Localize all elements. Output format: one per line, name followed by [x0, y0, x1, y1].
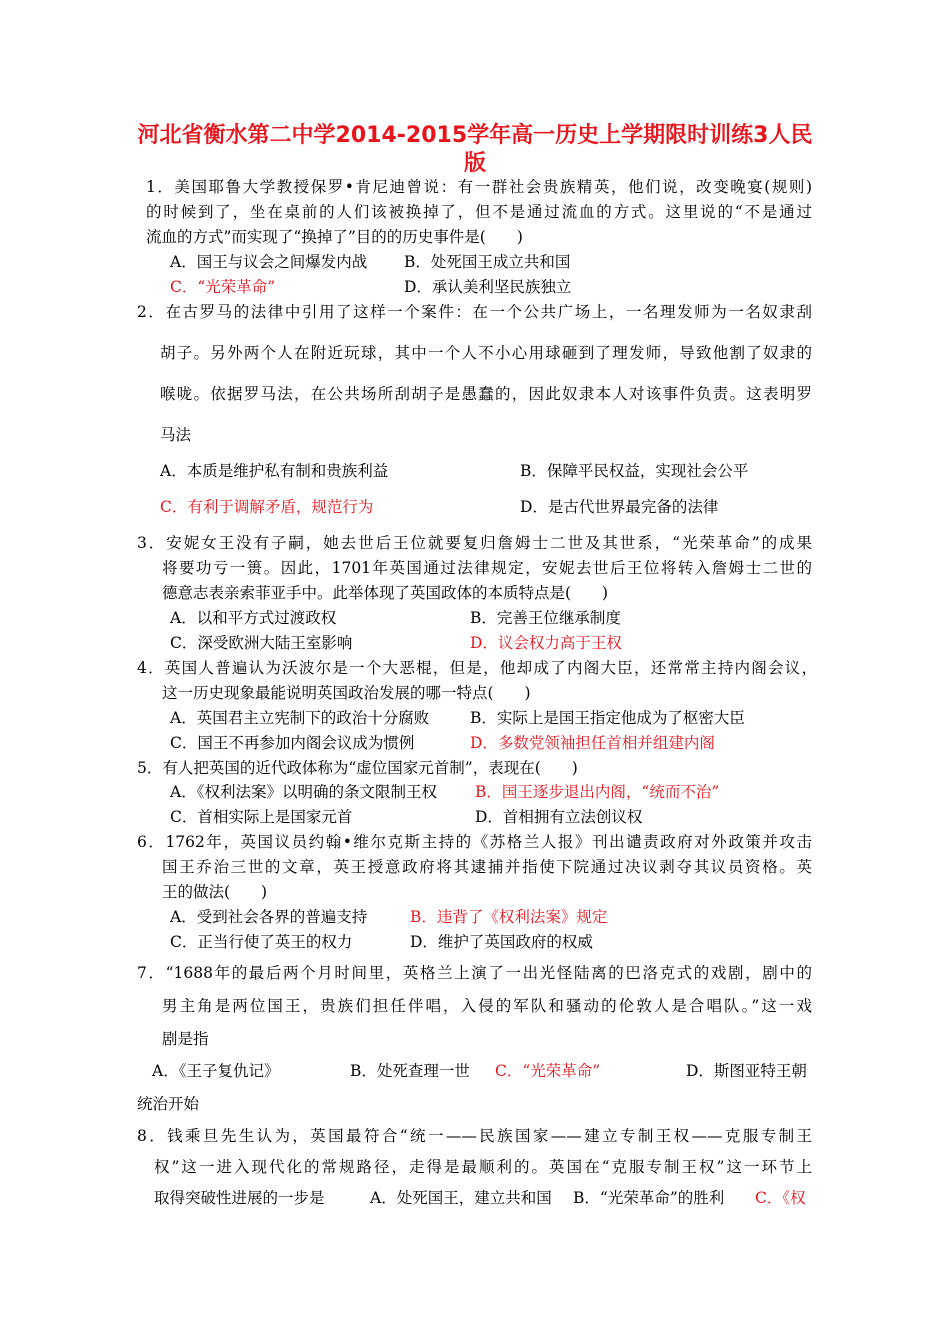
- q5-option-b-answer: B．国王逐步退出内阁，“统而不治”: [475, 783, 720, 801]
- q6-stem-line-1: 6．1762年，英国议员约翰•维尔克斯主持的《苏格兰人报》刊出谴责政府对外政策并攻击: [137, 833, 812, 851]
- q1-option-c-answer: C．“光荣革命”: [170, 278, 276, 296]
- q2-stem-line-3: 喉咙。依据罗马法，在公共场所刮胡子是愚蠢的，因此奴隶本人对该事件负责。这表明罗: [160, 385, 812, 403]
- q3-stem-line-1: 3．安妮女王没有子嗣，她去世后王位就要复归詹姆士二世及其世系，“光荣革命”的成果: [137, 534, 812, 552]
- title-line-2: 版: [463, 151, 486, 176]
- q6-option-b-answer: B．违背了《权利法案》规定: [410, 908, 608, 926]
- q6-option-c: C．正当行使了英王的权力: [170, 933, 353, 951]
- q7-stem-line-2: 男主角是两位国王，贵族们担任伴唱，入侵的军队和骚动的伦敦人是合唱队。”这一戏: [162, 997, 812, 1015]
- q1-stem-line-1: 1．美国耶鲁大学教授保罗•肯尼迪曾说：有一群社会贵族精英，他们说，改变晚宴(规则): [146, 178, 812, 196]
- q1-stem-line-2: 的时候到了，坐在桌前的人们该被换掉了，但不是通过流血的方式。这里说的“不是通过: [146, 203, 812, 221]
- q7-option-d-continued: 统治开始: [137, 1095, 200, 1113]
- q2-option-d: D．是古代世界最完备的法律: [520, 498, 719, 516]
- q2-option-a: A．本质是维护私有制和贵族利益: [160, 462, 389, 480]
- q4-option-d-answer: D．多数党领袖担任首相并组建内阁: [470, 734, 715, 752]
- q1-stem-line-3: 流血的方式”而实现了“换掉了”目的的历史事件是( ): [146, 228, 523, 246]
- document-title: [120, 122, 830, 178]
- q3-option-d-answer: D．议会权力高于王权: [470, 634, 622, 652]
- q4-option-b: B．实际上是国王指定他成为了枢密大臣: [470, 709, 745, 727]
- q5-option-d: D．首相拥有立法创议权: [475, 808, 643, 826]
- q7-stem-line-1: 7．“1688年的最后两个月时间里，英格兰上演了一出光怪陆离的巴洛克式的戏剧，剧中的: [137, 964, 812, 982]
- q4-option-a: A．英国君主立宪制下的政治十分腐败: [170, 709, 430, 727]
- q8-stem-line-2: 权”这一进入现代化的常规路径，走得是最顺利的。英国在“克服专制王权”这一环节上: [154, 1158, 812, 1176]
- q3-stem-line-3: 德意志表亲索菲亚手中。此举体现了英国政体的本质特点是( ): [162, 584, 609, 602]
- q6-option-d: D．维护了英国政府的权威: [410, 933, 593, 951]
- q8-stem-line-3: 取得突破性进展的一步是: [154, 1189, 325, 1207]
- q3-option-b: B．完善王位继承制度: [470, 609, 621, 627]
- q4-stem-line-1: 4．英国人普遍认为沃波尔是一个大恶棍，但是，他却成了内阁大臣，还常常主持内阁会议，: [137, 659, 817, 677]
- q8-stem-line-1: 8．钱乘旦先生认为，英国最符合“统一——民族国家——建立专制王权——克服专制王: [137, 1127, 812, 1145]
- title-line-1: 河北省衡水第二中学2014-2015学年高一历史上学期限时训练3人民: [137, 123, 813, 148]
- q7-option-b: B．处死查理一世: [350, 1062, 470, 1080]
- q6-stem-line-3: 王的做法( ): [162, 883, 268, 901]
- q5-stem-line-1: 5．有人把英国的近代政体称为“虚位国家元首制”，表现在( ): [137, 759, 578, 777]
- q4-option-c: C．国王不再参加内阁会议成为惯例: [170, 734, 415, 752]
- q5-option-a: A．《权利法案》以明确的条文限制王权: [170, 783, 437, 801]
- q7-option-a: A．《王子复仇记》: [152, 1062, 280, 1080]
- q1-option-b: B．处死国王成立共和国: [404, 253, 571, 271]
- q5-option-c: C．首相实际上是国家元首: [170, 808, 353, 826]
- q8-option-b: B．“光荣革命”的胜利: [573, 1189, 725, 1207]
- q7-option-c-answer: C．“光荣革命”: [495, 1062, 601, 1080]
- q3-option-a: A．以和平方式过渡政权: [170, 609, 337, 627]
- q6-stem-line-2: 国王乔治三世的文章，英王授意政府将其逮捕并指使下院通过决议剥夺其议员资格。英: [162, 858, 812, 876]
- q2-stem-line-1: 2．在古罗马的法律中引用了这样一个案件：在一个公共广场上，一名理发师为一名奴隶刮: [137, 303, 812, 321]
- q2-stem-line-2: 胡子。另外两个人在附近玩球，其中一个人不小心用球砸到了理发师，导致他割了奴隶的: [160, 344, 812, 362]
- q2-option-b: B．保障平民权益，实现社会公平: [520, 462, 749, 480]
- q2-stem-line-4: 马法: [160, 426, 192, 444]
- q8-option-a: A．处死国王，建立共和国: [370, 1189, 552, 1207]
- q7-option-d: D．斯图亚特王朝: [686, 1062, 807, 1080]
- q1-option-d: D．承认美利坚民族独立: [404, 278, 572, 296]
- q2-option-c-answer: C．有利于调解矛盾，规范行为: [160, 498, 374, 516]
- q3-option-c: C．深受欧洲大陆王室影响: [170, 634, 353, 652]
- q7-stem-line-3: 剧是指: [162, 1030, 209, 1048]
- q1-option-a: A．国王与议会之间爆发内战: [170, 253, 368, 271]
- q3-stem-line-2: 将要功亏一篑。因此，1701年英国通过法律规定，安妮去世后王位将转入詹姆士二世的: [162, 559, 812, 577]
- q6-option-a: A．受到社会各界的普遍支持: [170, 908, 368, 926]
- q4-stem-line-2: 这一历史现象最能说明英国政治发展的哪一特点( ): [162, 684, 531, 702]
- q8-option-c-answer: C．《权: [755, 1189, 806, 1207]
